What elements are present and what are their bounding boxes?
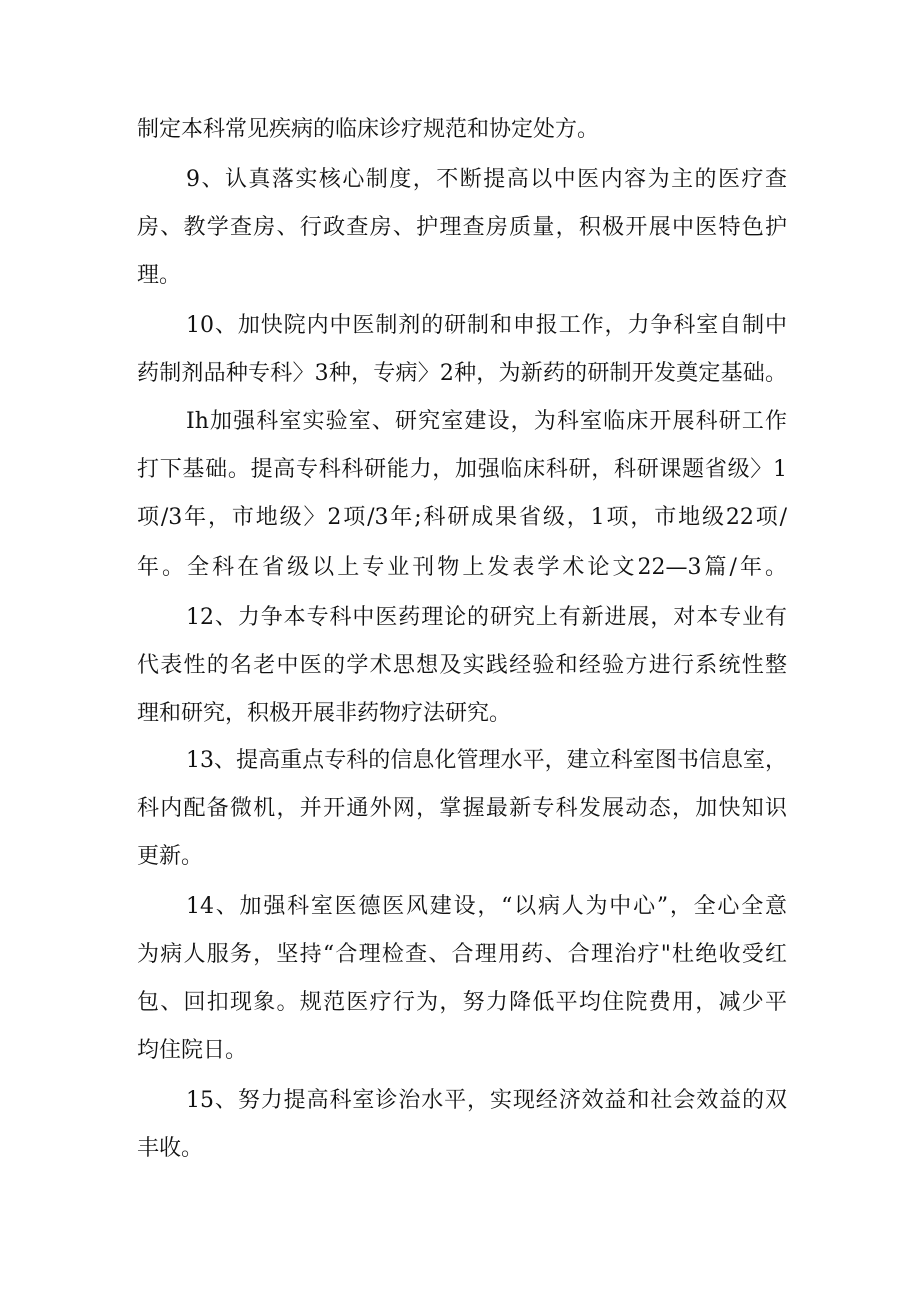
text-line: 均住院日。	[137, 1038, 248, 1063]
text-line: 制定本科常见疾病的临床诊疗规范和协定处方。	[137, 117, 600, 142]
text-line: 理和研究，积极开展非药物疗法研究。	[137, 701, 512, 726]
text-line: 12、力争本专科中医药理论的研究上有新进展，对本专业有	[186, 605, 787, 630]
text-line: 丰收。	[137, 1136, 204, 1161]
text-line: Ih加强科室实验室、研究室建设，为科室临床开展科研工作	[186, 409, 787, 434]
text-line: 13、提高重点专科的信息化管理水平，建立科室图书信息室，	[186, 748, 787, 773]
text-line: 打下基础。提高专科科研能力，加强临床科研，科研课题省级〉1	[137, 457, 787, 482]
text-line: 药制剂品种专科〉3种，专病〉2种，为新药的研制开发奠定基础。	[137, 361, 787, 386]
text-line: 10、加快院内中医制剂的研制和申报工作，力争科室自制中	[186, 313, 787, 338]
text-line: 为病人服务，坚持“合理检查、合理用药、合理治疗"杜绝收受红	[137, 942, 787, 967]
text-line: 14、加强科室医德医风建设，“以病人为中心”，全心全意	[186, 894, 787, 919]
text-line: 包、回扣现象。规范医疗行为，努力降低平均住院费用，减少平	[137, 990, 787, 1015]
text-line: 15、努力提高科室诊治水平，实现经济效益和社会效益的双	[186, 1088, 787, 1113]
text-line: 代表性的名老中医的学术思想及实践经验和经验方进行系统性整	[137, 653, 787, 678]
text-line: 更新。	[137, 844, 204, 869]
text-line: 项/3年，市地级〉2项/3年;科研成果省级，1项，市地级22项/	[137, 505, 787, 530]
text-line: 科内配备微机，并开通外网，掌握最新专科发展动态，加快知识	[137, 796, 787, 821]
text-line: 年。全科在省级以上专业刊物上发表学术论文22—3篇/年。	[137, 555, 787, 580]
text-line: 理。	[137, 263, 182, 288]
text-line: 房、教学查房、行政查房、护理查房质量，积极开展中医特色护	[137, 215, 787, 240]
text-line: 9、认真落实核心制度，不断提高以中医内容为主的医疗查	[186, 167, 787, 192]
